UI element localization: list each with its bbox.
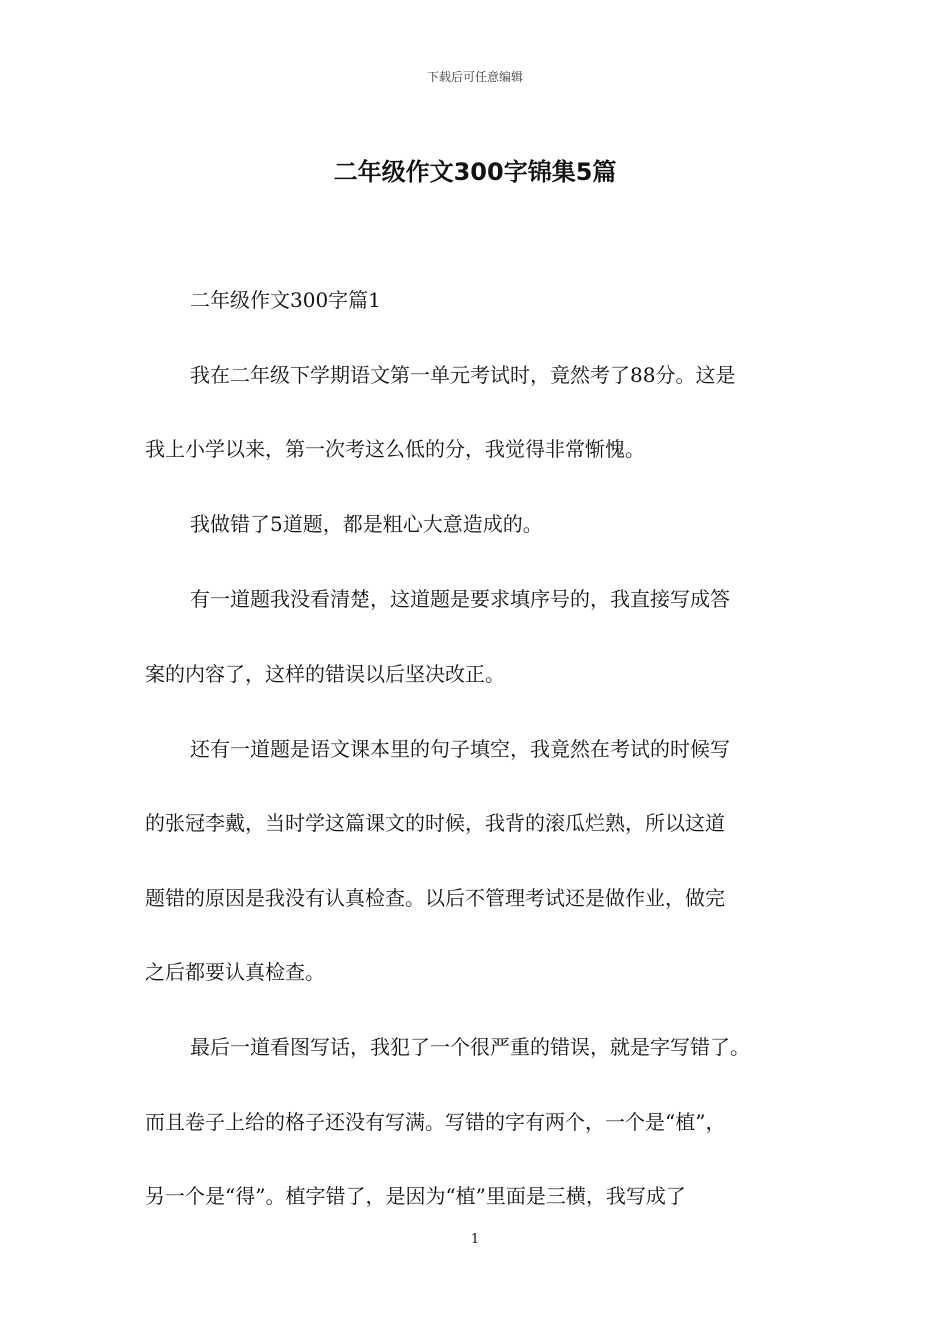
paragraph-line: 的张冠李戴，当时学这篇课文的时候，我背的滚瓜烂熟，所以这道 [145,811,725,835]
paragraph-line: 题错的原因是我没有认真检查。以后不管理考试还是做作业，做完 [145,886,725,910]
paragraph-line: 之后都要认真检查。 [145,960,325,984]
paragraph-line: 有一道题我没看清楚，这道题是要求填序号的，我直接写成答 [190,587,730,611]
page-number: 1 [470,1232,480,1247]
paragraph-line: 另一个是“得”。植字错了，是因为“植”里面是三横，我写成了 [145,1184,686,1208]
section-heading: 二年级作文300字篇1 [190,288,381,312]
paragraph-line: 我上小学以来，第一次考这么低的分，我觉得非常惭愧。 [145,437,645,461]
paragraph-line: 还有一道题是语文课本里的句子填空，我竟然在考试的时候写 [190,737,730,761]
paragraph-line: 我在二年级下学期语文第一单元考试时，竟然考了88分。这是 [190,363,736,387]
paragraph-line: 案的内容了，这样的错误以后坚决改正。 [145,662,505,686]
document-title: 二年级作文300字锦集5篇 [333,158,617,186]
paragraph-line: 而且卷子上给的格子还没有写满。写错的字有两个，一个是“植”， [145,1110,726,1134]
header-note: 下载后可任意编辑 [426,70,523,84]
paragraph-line: 最后一道看图写话，我犯了一个很严重的错误，就是字写错了。 [190,1035,750,1059]
paragraph-line: 我做错了5道题，都是粗心大意造成的。 [190,512,543,536]
